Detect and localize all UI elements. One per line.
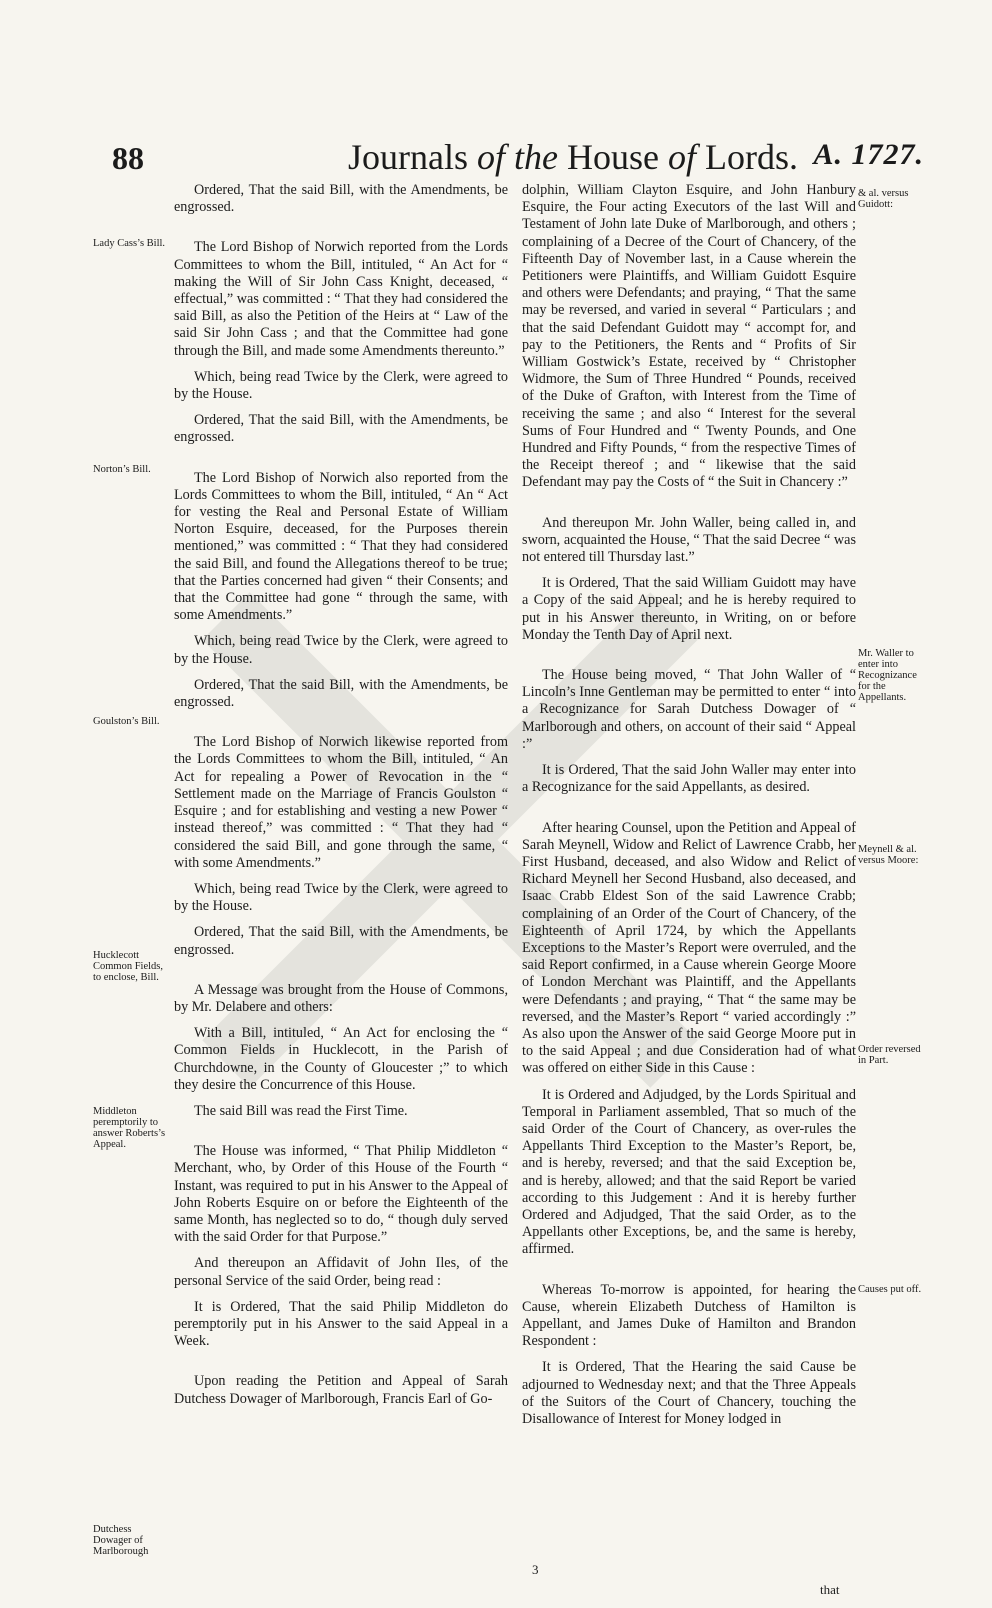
paragraph: It is Ordered, That the Hearing the said Cause be adjourned to Wednesday next; and that the Three Appeals of the Suitors of the Court of Chancery, touching the Disallowance of Interest for Money lodged in [522, 1359, 856, 1427]
paragraph: The House being moved, “ That John Waller of “ Lincoln’s Inne Gentleman may be permitted to enter “ into a Recognizance for Sarah Dutchess Dowager of “ Marlborough and others, on account of their said “ Appeal :” [522, 667, 856, 752]
side-note-norton: Norton’s Bill. [93, 464, 151, 475]
side-note-dutchess: Dutchess Dowager of Marlborough [93, 1524, 149, 1557]
right-column [522, 182, 856, 1437]
side-note-al-versus: & al. versus Guidott: [858, 188, 909, 210]
page-number: 88 [112, 140, 144, 176]
paragraph: It is Ordered and Adjudged, by the Lords Spiritual and Temporal in Parliament assembled, That so much of the said Order of the Court of Chancery, as over-rules the Appellants Third Exception to the Master’s Report, be, and is hereby, reversed; and that the said Exception be, and is hereby, allowed; and that the said Report be varied according to this Judgement : And it is hereby further Ordered and Adjudged, That the said Order, as to the Appellants other Exceptions, be, and the same is hereby, affirmed. [522, 1086, 856, 1258]
left-column [174, 182, 508, 1417]
paragraph: The said Bill was read the First Time. [194, 1102, 408, 1119]
paragraph: Ordered, That the said Bill, with the Amendments, be engrossed. [174, 924, 508, 958]
catchword: that [820, 1582, 840, 1597]
paragraph: Ordered, That the said Bill, with the Amendments, be engrossed. [174, 676, 508, 711]
paragraph: Which, being read Twice by the Clerk, were agreed to by the House. [174, 880, 508, 915]
paragraph: The Lord Bishop of Norwich reported from the Lords Committees to whom the Bill, intituled, “ An Act for “ making the Will of Sir John Cass Knight, deceased, “ effectual,” was committed : “ That they had considered the said Bill, as also the Petition of the Heirs at “ Law of the said Sir John Cass ; and that the Committee had gone through the Bill, and made some Amendments thereunto.” [174, 239, 508, 359]
side-note-order-reversed: Order reversed in Part. [858, 1044, 921, 1066]
side-note-meynell: Meynell & al. versus Moore: [858, 844, 919, 866]
paragraph: It is Ordered, That the said Philip Middleton do peremptorily put in his Answer to the said Appeal in a Week. [174, 1298, 508, 1350]
paragraph: Ordered, That the said Bill, with the Amendments, be engrossed. [174, 412, 508, 446]
paragraph: It is Ordered, That the said John Waller may enter into a Recognizance for the said Appellants, as desired. [522, 762, 856, 796]
paragraph: Ordered, That the said Bill, with the Amendments, be engrossed. [174, 182, 508, 216]
journal-title: Journals of the House of Lords. [348, 137, 799, 177]
signature-mark: 3 [532, 1562, 539, 1577]
paragraph: The Lord Bishop of Norwich likewise reported from the Lords Committees to whom the Bill, intituled, “ An Act for repealing a Power of Revocation in the “ Settlement made on the Marriage of Francis Goulston “ Esquire ; and for establishing and vesting a new Power “ instead thereof,” was committed : “ That they had “ considered the said Bill, and gone through the same, “ with some Amendments.” [174, 734, 508, 871]
year-heading: A. 1727. [813, 138, 924, 171]
side-note-waller: Mr. Waller to enter into Recognizance for the Appellants. [858, 648, 917, 703]
paragraph: Upon reading the Petition and Appeal of Sarah Dutchess Dowager of Marlborough, Francis Earl of Go- [174, 1373, 508, 1407]
paragraph: The House was informed, “ That Philip Middleton “ Merchant, who, by Order of this House of the Fourth “ Instant, was required to put in his Answer to the Appeal of John Roberts Esquire on or before the Eighteenth of the same Month, has neglected so to do, “ though duly served with the said Order for that Purpose.” [174, 1143, 508, 1246]
paragraph: A Message was brought from the House of Commons, by Mr. Delabere and others: [174, 981, 508, 1015]
side-note-middleton: Middleton peremptorily to answer Roberts’s Appeal. [93, 1106, 166, 1150]
paragraph: dolphin, William Clayton Esquire, and John Hanbury Esquire, the Four acting Executors of the last Will and Testament of John late Duke of Marlborough, and others ; complaining of a Decree of the Court of Chancery, of the Fifteenth Day of November last, in a Cause wherein the Petitioners were Plaintiffs, and William Guidott Esquire and others were Defendants; and praying, “ That the same may be reversed, and varied in several “ Particulars ; and that the said Defendant Guidott may “ accompt for, and pay to the Petitioners, the Rents and “ Profits of Sir William Gostwick’s Estate, received by “ Christopher Widmore, the Sum of Three Hundred “ Pounds, received of the Duke of Grafton, with Interest from the Time of receiving the same ; and also “ Interest for the several Sums of Four Hundred and “ Twenty Pounds, and One Hundred and Fifty Pounds, “ from the respective Times of the Receipt thereof ; and “ likewise that the said Defendant may pay the Costs of “ the Suit in Chancery :” [522, 182, 856, 491]
side-note-cass: Lady Cass’s Bill. [93, 238, 166, 249]
paragraph: Which, being read Twice by the Clerk, were agreed to by the House. [174, 368, 508, 403]
paragraph: And thereupon Mr. John Waller, being called in, and sworn, acquainted the House, “ That the said Decree “ was not entered till Thursday last.” [522, 514, 856, 566]
side-note-goulston: Goulston’s Bill. [93, 716, 160, 727]
paragraph: After hearing Counsel, upon the Petition and Appeal of Sarah Meynell, Widow and Relict of Lawrence Crabb, her First Husband, deceased, and also Widow and Relict of Richard Meynell her Second Husband, also deceased, and Isaac Crabb Eldest Son of the said Lawrence Crabb; complaining of an Order of the Court of Chancery, of the Eighteenth of April 1724, by which the Appellants Exceptions to the Master’s Report were overruled, and the said Report confirmed, in a Cause wherein George Moore of London Merchant was Plaintiff, and the Appellants were Defendants ; and praying, “ That “ the same may be reversed, and the Master’s Report “ varied accordingly :” As also upon the Answer of the said George Moore put in to the said Appeal ; and due Consideration had of what was offered on either Side in this Cause : [522, 819, 856, 1077]
paragraph: And thereupon an Affidavit of John Iles, of the personal Service of the said Order, being read : [174, 1255, 508, 1289]
paragraph: Whereas To-morrow is appointed, for hearing the Cause, wherein Elizabeth Dutchess of Hamilton is Appellant, and James Duke of Hamilton and Brandon Respondent : [522, 1281, 856, 1350]
paragraph: With a Bill, intituled, “ An Act for enclosing the “ Common Fields in Hucklecott, in the Parish of Churchdowne, in the County of Gloucester ;” to which they desire the Concurrence of this House. [174, 1025, 508, 1093]
side-note-causes-put-off: Causes put off. [858, 1284, 922, 1295]
side-note-hucklecott: Hucklecott Common Fields, to enclose, Bill. [93, 950, 164, 983]
paragraph: It is Ordered, That the said William Guidott may have a Copy of the said Appeal; and he is hereby required to put in his Answer thereunto, in Writing, on or before Monday the Tenth Day of April next. [522, 575, 856, 643]
running-header [112, 132, 924, 188]
paragraph: The Lord Bishop of Norwich also reported from the Lords Committees to whom the Bill, intituled, “ An “ Act for vesting the Real and Personal Estate of William Norton Esquire, deceased, for the Purposes therein mentioned,” was committed : “ That they had considered the said Bill, and found the Allegations thereof to be true; that the Parties concerned had given “ their Consents; and that the Committee had gone “ through the same, with some Amendments.” [174, 469, 508, 624]
paragraph: Which, being read Twice by the Clerk, were agreed to by the House. [174, 633, 508, 667]
